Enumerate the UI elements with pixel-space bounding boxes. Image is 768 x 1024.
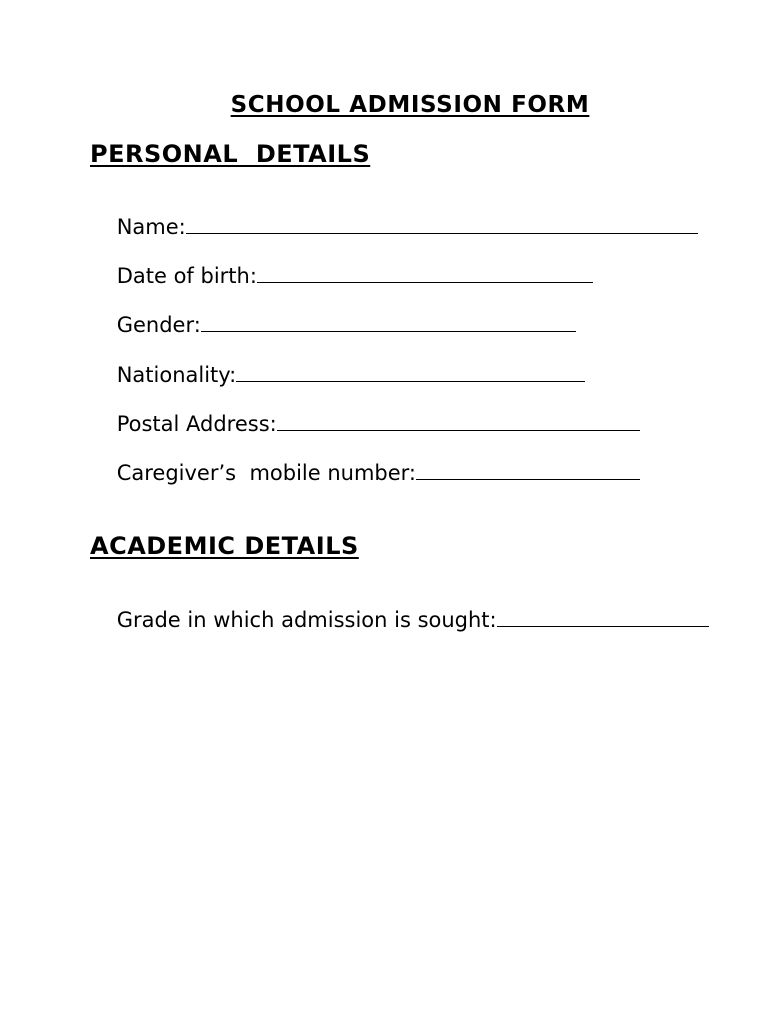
grade-label: Grade in which admission is sought:: [116, 608, 497, 632]
grade-input-line[interactable]: [497, 608, 709, 627]
personal-details-heading: PERSONAL DETAILS: [90, 140, 371, 168]
grade-field: [90, 584, 709, 656]
caregiver-mobile-input-line[interactable]: [416, 461, 640, 480]
postal-address-input-line[interactable]: [277, 412, 640, 431]
form-title: SCHOOL ADMISSION FORM: [230, 92, 590, 118]
nationality-input-line[interactable]: [236, 363, 585, 382]
name-label: Name:: [116, 215, 186, 239]
gender-input-line[interactable]: [201, 313, 576, 332]
name-input-line[interactable]: [186, 215, 698, 234]
gender-label: Gender:: [116, 313, 201, 337]
date-of-birth-label: Date of birth:: [116, 264, 257, 288]
date-of-birth-input-line[interactable]: [257, 264, 593, 283]
academic-details-heading: ACADEMIC DETAILS: [90, 532, 359, 560]
postal-address-label: Postal Address:: [116, 412, 277, 436]
caregiver-mobile-label: Caregiver’s mobile number:: [116, 461, 417, 485]
caregiver-mobile-field: [90, 437, 640, 509]
nationality-label: Nationality:: [116, 363, 237, 387]
